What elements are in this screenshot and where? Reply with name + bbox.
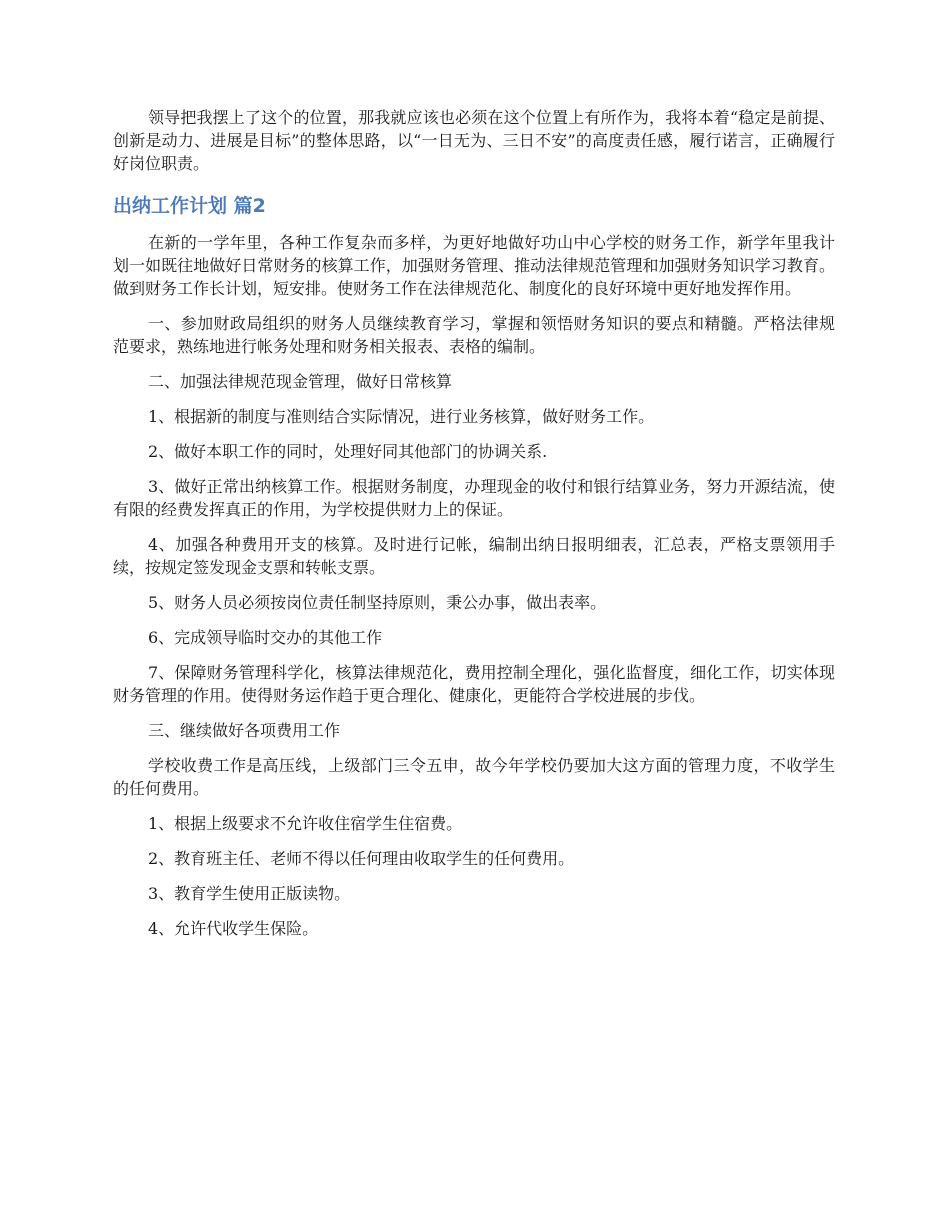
paragraph-sub-4: 4、加强各种费用开支的核算。及时进行记帐，编制出纳日报明细表，汇总表，严格支票领用手续，按规定签发现金支票和转帐支票。 xyxy=(113,535,835,577)
paragraph-sub-6: 6、完成领导临时交办的其他工作 xyxy=(148,628,383,647)
paragraph-intro-plan: 在新的一学年里，各种工作复杂而多样，为更好地做好功山中心学校的财务工作，新学年里我计划一如既往地做好日常财务的核算工作，加强财务管理、推动法律规范管理和加强财务知识学习教育。做到财务工作长计划，短安排。使财务工作在法律规范化、制度化的良好环境中更好地发挥作用。 xyxy=(113,233,835,298)
paragraph-item-three: 三、继续做好各项费用工作 xyxy=(148,721,341,740)
paragraph-sub-1: 1、根据新的制度与准则结合实际情况，进行业务核算，做好财务工作。 xyxy=(148,407,655,426)
paragraph-fee-2: 2、教育班主任、老师不得以任何理由收取学生的任何费用。 xyxy=(148,849,575,868)
paragraph-item-one: 一、参加财政局组织的财务人员继续教育学习，掌握和领悟财务知识的要点和精髓。严格法律规范要求，熟练地进行帐务处理和财务相关报表、表格的编制。 xyxy=(113,314,835,356)
intro-paragraph: 领导把我摆上了这个的位置，那我就应该也必须在这个位置上有所作为，我将本着“稳定是前提、创新是动力、进展是目标”的整体思路，以“一日无为、三日不安”的高度责任感，履行诺言，正确履行好岗位职责。 xyxy=(113,108,835,173)
paragraph-fee-1: 1、根据上级要求不允许收住宿学生住宿费。 xyxy=(148,814,463,833)
paragraph-fee-3: 3、教育学生使用正版读物。 xyxy=(148,884,351,903)
paragraph-fee-policy: 学校收费工作是高压线，上级部门三令五申，故今年学校仍要加大这方面的管理力度，不收学生的任何费用。 xyxy=(113,756,835,798)
paragraph-item-two: 二、加强法律规范现金管理，做好日常核算 xyxy=(148,372,453,391)
paragraph-sub-7: 7、保障财务管理科学化，核算法律规范化，费用控制全理化，强化监督度，细化工作，切实体现财务管理的作用。使得财务运作趋于更合理化、健康化，更能符合学校进展的步伐。 xyxy=(113,663,835,705)
document-page xyxy=(113,106,835,952)
paragraph-sub-3: 3、做好正常出纳核算工作。根据财务制度，办理现金的收付和银行结算业务，努力开源结流，使有限的经费发挥真正的作用，为学校提供财力上的保证。 xyxy=(113,477,835,519)
paragraph-sub-2: 2、做好本职工作的同时，处理好同其他部门的协调关系. xyxy=(148,442,548,461)
paragraph-sub-5: 5、财务人员必须按岗位责任制坚持原则，秉公办事，做出表率。 xyxy=(148,593,607,612)
section-heading: 出纳工作计划 篇2 xyxy=(113,195,266,217)
paragraph-fee-4: 4、允许代收学生保险。 xyxy=(148,919,319,938)
